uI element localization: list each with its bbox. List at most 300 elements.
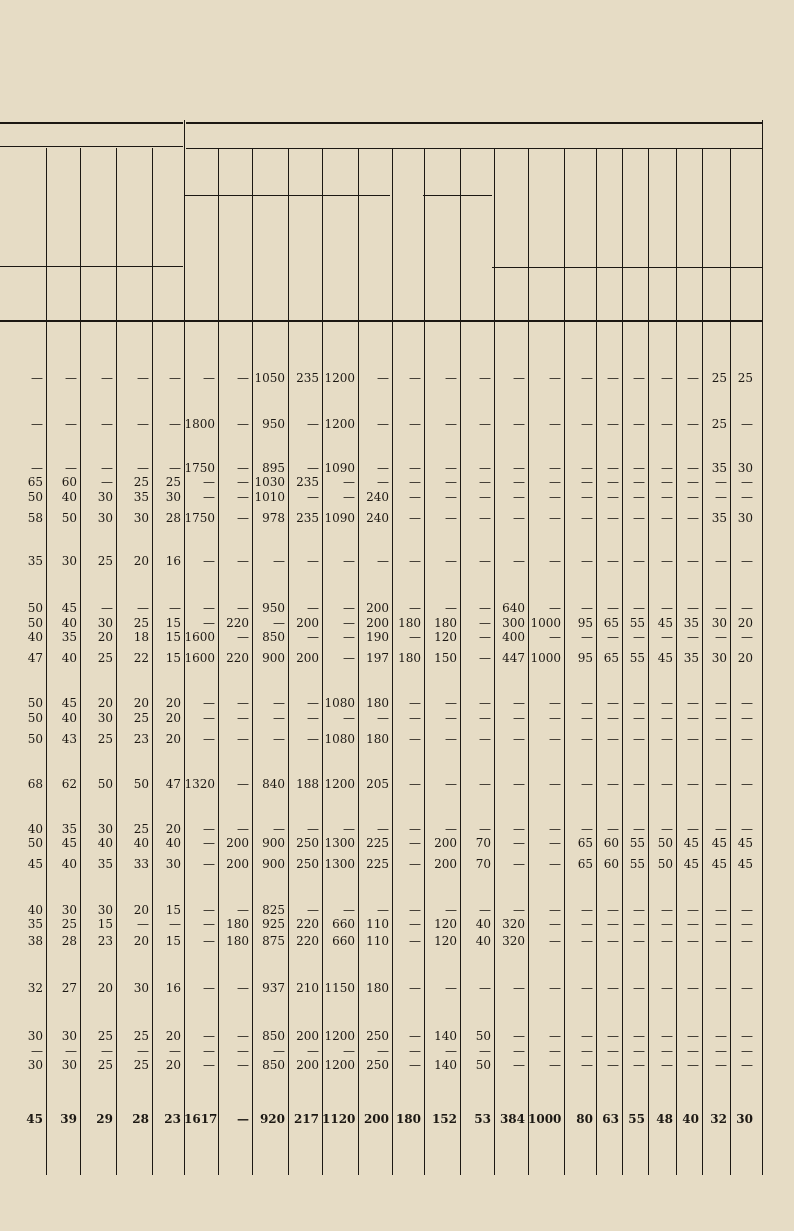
table-cell: — xyxy=(203,554,215,568)
table-cell: — xyxy=(101,601,113,615)
rule xyxy=(0,146,183,147)
table-cell: 1200 xyxy=(324,777,355,791)
table-cell: — xyxy=(273,1044,285,1058)
table-cell: — xyxy=(741,1044,753,1058)
table-cell: — xyxy=(715,554,727,568)
table-cell: 30 xyxy=(165,490,181,504)
table-cell: 35 xyxy=(683,616,699,630)
table-cell: — xyxy=(203,836,215,850)
table-cell: 65 xyxy=(577,857,593,871)
table-cell: 35 xyxy=(683,651,699,665)
table-cell: 25 xyxy=(133,711,149,725)
table-cell: 50 xyxy=(27,696,43,710)
table-cell: — xyxy=(633,732,645,746)
table-cell: — xyxy=(661,981,673,995)
table-cell: — xyxy=(237,475,249,489)
table-cell: — xyxy=(607,511,619,525)
table-cell: 30 xyxy=(97,711,113,725)
table-cell: 180 xyxy=(366,981,389,995)
table-cell: 1300 xyxy=(324,836,355,850)
table-cell: — xyxy=(607,822,619,836)
table-cell: — xyxy=(633,461,645,475)
table-cell: — xyxy=(307,490,319,504)
table-cell: 48 xyxy=(656,1112,673,1126)
table-cell: — xyxy=(307,461,319,475)
table-cell: 47 xyxy=(165,777,181,791)
table-cell: — xyxy=(409,511,421,525)
table-cell: — xyxy=(581,1029,593,1043)
table-cell: — xyxy=(479,511,491,525)
table-cell: — xyxy=(377,822,389,836)
table-cell: — xyxy=(633,981,645,995)
table-cell: 30 xyxy=(736,1112,753,1126)
table-cell: 30 xyxy=(133,981,149,995)
table-cell: 45 xyxy=(61,601,77,615)
table-cell: — xyxy=(307,1044,319,1058)
table-cell: 95 xyxy=(577,651,593,665)
table-cell: — xyxy=(633,696,645,710)
table-cell: — xyxy=(169,601,181,615)
table-cell: 45 xyxy=(657,616,673,630)
table-cell: 200 xyxy=(434,857,457,871)
table-cell: 250 xyxy=(296,836,319,850)
table-cell: 95 xyxy=(577,616,593,630)
table-cell: 30 xyxy=(61,1058,77,1072)
table-cell: — xyxy=(549,857,561,871)
table-cell: — xyxy=(687,601,699,615)
table-cell: — xyxy=(741,554,753,568)
table-cell: — xyxy=(409,554,421,568)
table-cell: 50 xyxy=(133,777,149,791)
table-cell: 235 xyxy=(296,511,319,525)
table-cell: — xyxy=(687,1029,699,1043)
table-cell: 210 xyxy=(296,981,319,995)
table-cell: — xyxy=(607,732,619,746)
table-cell: — xyxy=(687,917,699,931)
table-cell: — xyxy=(581,490,593,504)
table-cell: 30 xyxy=(97,616,113,630)
table-cell: 40 xyxy=(61,490,77,504)
table-cell: — xyxy=(409,857,421,871)
table-cell: 220 xyxy=(226,616,249,630)
table-cell: 25 xyxy=(133,822,149,836)
table-cell: 900 xyxy=(262,836,285,850)
table-cell: — xyxy=(581,711,593,725)
table-cell: — xyxy=(513,490,525,504)
table-cell: 850 xyxy=(262,1029,285,1043)
table-cell: — xyxy=(513,461,525,475)
table-cell: — xyxy=(581,696,593,710)
table-cell: 15 xyxy=(165,934,181,948)
table-cell: 45 xyxy=(711,836,727,850)
table-cell: 20 xyxy=(97,696,113,710)
table-cell: 400 xyxy=(502,630,525,644)
table-cell: — xyxy=(661,490,673,504)
table-cell: — xyxy=(581,417,593,431)
table-cell: 15 xyxy=(165,903,181,917)
table-cell: — xyxy=(715,475,727,489)
table-cell: — xyxy=(513,1029,525,1043)
table-cell: 660 xyxy=(332,917,355,931)
table-cell: 200 xyxy=(434,836,457,850)
table-cell: 50 xyxy=(27,711,43,725)
table-cell: 18 xyxy=(133,630,149,644)
table-cell: 30 xyxy=(27,1058,43,1072)
table-cell: — xyxy=(409,711,421,725)
table-cell: 40 xyxy=(61,651,77,665)
table-cell: — xyxy=(479,371,491,385)
table-cell: 300 xyxy=(502,616,525,630)
table-cell: — xyxy=(409,917,421,931)
table-cell: 25 xyxy=(711,417,727,431)
table-cell: 20 xyxy=(737,616,753,630)
table-cell: 60 xyxy=(603,836,619,850)
table-cell: 40 xyxy=(97,836,113,850)
table-cell: — xyxy=(687,732,699,746)
table-cell: 225 xyxy=(366,836,389,850)
table-cell: 925 xyxy=(262,917,285,931)
table-cell: — xyxy=(445,903,457,917)
table-cell: — xyxy=(237,554,249,568)
table-cell: 1120 xyxy=(322,1112,356,1126)
table-cell: — xyxy=(633,511,645,525)
table-cell: — xyxy=(549,917,561,931)
table-cell: — xyxy=(237,1044,249,1058)
table-cell: — xyxy=(513,903,525,917)
table-cell: — xyxy=(715,777,727,791)
table-cell: — xyxy=(607,630,619,644)
table-cell: — xyxy=(479,732,491,746)
table-cell: 23 xyxy=(133,732,149,746)
table-cell: — xyxy=(513,511,525,525)
table-cell: — xyxy=(409,836,421,850)
table-cell: — xyxy=(715,903,727,917)
table-cell: 20 xyxy=(165,1058,181,1072)
table-cell: — xyxy=(479,1044,491,1058)
table-cell: — xyxy=(137,917,149,931)
table-cell: — xyxy=(687,461,699,475)
table-cell: — xyxy=(687,630,699,644)
table-cell: 920 xyxy=(259,1112,285,1126)
table-cell: — xyxy=(137,1044,149,1058)
table-cell: 840 xyxy=(262,777,285,791)
table-cell: — xyxy=(741,934,753,948)
table-cell: 47 xyxy=(27,651,43,665)
table-cell: 50 xyxy=(27,490,43,504)
table-cell: — xyxy=(687,934,699,948)
table-cell: — xyxy=(101,461,113,475)
table-cell: 39 xyxy=(60,1112,77,1126)
table-cell: — xyxy=(633,1029,645,1043)
table-cell: 40 xyxy=(475,917,491,931)
table-cell: — xyxy=(169,417,181,431)
table-cell: — xyxy=(237,903,249,917)
table-cell: 1090 xyxy=(324,511,355,525)
table-cell: 320 xyxy=(502,917,525,931)
table-cell: — xyxy=(513,475,525,489)
table-cell: — xyxy=(661,822,673,836)
table-cell: 220 xyxy=(226,651,249,665)
table-cell: — xyxy=(581,554,593,568)
table-cell: 25 xyxy=(133,1029,149,1043)
table-cell: — xyxy=(445,371,457,385)
table-cell: — xyxy=(203,616,215,630)
table-cell: 68 xyxy=(27,777,43,791)
table-cell: 25 xyxy=(165,475,181,489)
table-cell: 50 xyxy=(475,1058,491,1072)
table-cell: — xyxy=(633,601,645,615)
table-cell: 58 xyxy=(27,511,43,525)
table-cell: — xyxy=(479,651,491,665)
table-cell: — xyxy=(203,601,215,615)
table-cell: — xyxy=(307,417,319,431)
table-cell: — xyxy=(741,777,753,791)
table-cell: — xyxy=(409,934,421,948)
table-cell: 20 xyxy=(165,732,181,746)
table-cell: — xyxy=(607,490,619,504)
table-cell: — xyxy=(741,475,753,489)
table-cell: 45 xyxy=(61,836,77,850)
table-cell: — xyxy=(715,1044,727,1058)
table-cell: — xyxy=(237,981,249,995)
table-cell: 1200 xyxy=(324,417,355,431)
table-cell: 35 xyxy=(711,511,727,525)
table-cell: — xyxy=(581,777,593,791)
table-cell: 1010 xyxy=(254,490,285,504)
table-cell: 35 xyxy=(27,917,43,931)
table-cell: 895 xyxy=(262,461,285,475)
table-cell: — xyxy=(377,417,389,431)
table-cell: 28 xyxy=(132,1112,149,1126)
table-cell: 200 xyxy=(366,616,389,630)
table-cell: — xyxy=(715,490,727,504)
table-cell: 50 xyxy=(27,601,43,615)
rule xyxy=(492,267,762,268)
table-cell: 320 xyxy=(502,934,525,948)
table-cell: — xyxy=(715,822,727,836)
table-cell: 1080 xyxy=(324,732,355,746)
table-cell: 217 xyxy=(293,1112,319,1126)
table-cell: 20 xyxy=(133,903,149,917)
table-cell: — xyxy=(445,554,457,568)
table-cell: 35 xyxy=(97,857,113,871)
table-cell: — xyxy=(549,417,561,431)
table-cell: — xyxy=(237,601,249,615)
table-cell: — xyxy=(203,903,215,917)
table-cell: 40 xyxy=(61,616,77,630)
table-cell: — xyxy=(343,554,355,568)
table-cell: — xyxy=(409,696,421,710)
table-cell: — xyxy=(343,711,355,725)
table-cell: — xyxy=(479,554,491,568)
table-cell: 188 xyxy=(296,777,319,791)
table-cell: 40 xyxy=(475,934,491,948)
table-cell: 250 xyxy=(296,857,319,871)
table-cell: — xyxy=(65,1044,77,1058)
table-cell: — xyxy=(513,554,525,568)
table-cell: 50 xyxy=(27,836,43,850)
table-cell: — xyxy=(479,490,491,504)
table-cell: — xyxy=(549,630,561,644)
table-cell: 38 xyxy=(27,934,43,948)
table-cell: 40 xyxy=(682,1112,699,1126)
table-cell: — xyxy=(661,696,673,710)
table-cell: — xyxy=(741,822,753,836)
table-cell: 45 xyxy=(657,651,673,665)
table-cell: — xyxy=(633,630,645,644)
table-cell: 70 xyxy=(475,857,491,871)
table-cell: 15 xyxy=(165,630,181,644)
table-cell: 140 xyxy=(434,1029,457,1043)
table-cell: 30 xyxy=(97,511,113,525)
table-cell: 70 xyxy=(475,836,491,850)
table-cell: — xyxy=(479,417,491,431)
table-cell: 25 xyxy=(61,917,77,931)
table-cell: — xyxy=(715,917,727,931)
table-cell: — xyxy=(237,371,249,385)
table-cell: — xyxy=(237,711,249,725)
table-cell: — xyxy=(741,732,753,746)
table-cell: — xyxy=(445,511,457,525)
table-cell: — xyxy=(137,371,149,385)
table-cell: 23 xyxy=(97,934,113,948)
table-cell: — xyxy=(607,601,619,615)
table-cell: 25 xyxy=(133,475,149,489)
table-cell: 200 xyxy=(363,1112,389,1126)
table-cell: — xyxy=(549,601,561,615)
table-cell: 80 xyxy=(576,1112,593,1126)
table-cell: — xyxy=(31,417,43,431)
table-cell: — xyxy=(203,917,215,931)
table-cell: 1080 xyxy=(324,696,355,710)
table-cell: — xyxy=(581,822,593,836)
table-cell: — xyxy=(409,981,421,995)
table-cell: 32 xyxy=(27,981,43,995)
table-cell: — xyxy=(377,711,389,725)
table-cell: 25 xyxy=(97,554,113,568)
table-cell: — xyxy=(661,711,673,725)
table-cell: — xyxy=(237,1112,249,1126)
table-cell: — xyxy=(549,1029,561,1043)
table-cell: 25 xyxy=(711,371,727,385)
table-cell: — xyxy=(607,777,619,791)
table-cell: — xyxy=(343,903,355,917)
table-cell: 120 xyxy=(434,934,457,948)
table-cell: — xyxy=(633,554,645,568)
table-cell: 220 xyxy=(296,917,319,931)
table-cell: 30 xyxy=(711,651,727,665)
table-cell: — xyxy=(581,475,593,489)
table-cell: — xyxy=(549,981,561,995)
table-cell: 200 xyxy=(226,836,249,850)
table-cell: — xyxy=(581,461,593,475)
table-cell: — xyxy=(741,696,753,710)
table-cell: — xyxy=(101,371,113,385)
table-cell: — xyxy=(203,822,215,836)
table-cell: — xyxy=(549,822,561,836)
table-cell: — xyxy=(203,371,215,385)
table-cell: 20 xyxy=(133,934,149,948)
table-cell: 200 xyxy=(296,1029,319,1043)
table-cell: — xyxy=(203,981,215,995)
table-cell: 30 xyxy=(61,1029,77,1043)
table-cell: 850 xyxy=(262,1058,285,1072)
table-cell: 1030 xyxy=(254,475,285,489)
table-cell: — xyxy=(513,696,525,710)
table-cell: 50 xyxy=(657,857,673,871)
table-cell: — xyxy=(273,554,285,568)
table-cell: — xyxy=(31,1044,43,1058)
table-cell: — xyxy=(377,1044,389,1058)
table-cell: — xyxy=(661,371,673,385)
table-cell: 20 xyxy=(165,711,181,725)
table-cell: — xyxy=(607,461,619,475)
table-cell: — xyxy=(513,777,525,791)
table-cell: 225 xyxy=(366,857,389,871)
table-cell: — xyxy=(607,1044,619,1058)
table-cell: 50 xyxy=(27,732,43,746)
table-cell: — xyxy=(661,903,673,917)
table-cell: 1600 xyxy=(184,630,215,644)
table-cell: — xyxy=(549,554,561,568)
table-cell: — xyxy=(479,777,491,791)
table-cell: 40 xyxy=(61,857,77,871)
table-cell: 1200 xyxy=(324,1058,355,1072)
table-cell: — xyxy=(237,461,249,475)
table-cell: 25 xyxy=(133,616,149,630)
table-cell: — xyxy=(607,371,619,385)
table-cell: — xyxy=(343,601,355,615)
table-cell: — xyxy=(715,711,727,725)
table-cell: — xyxy=(549,511,561,525)
table-cell: — xyxy=(607,981,619,995)
table-cell: 55 xyxy=(629,616,645,630)
table-cell: — xyxy=(581,732,593,746)
table-cell: — xyxy=(445,461,457,475)
table-cell: 53 xyxy=(474,1112,491,1126)
table-cell: — xyxy=(741,490,753,504)
table-cell: — xyxy=(479,711,491,725)
table-cell: 200 xyxy=(296,1058,319,1072)
table-cell: 23 xyxy=(164,1112,181,1126)
table-cell: 62 xyxy=(61,777,77,791)
table-cell: 120 xyxy=(434,917,457,931)
table-cell: — xyxy=(343,1044,355,1058)
table-cell: — xyxy=(741,1058,753,1072)
table-cell: 235 xyxy=(296,371,319,385)
table-cell: 384 xyxy=(499,1112,525,1126)
table-cell: 180 xyxy=(395,1112,421,1126)
table-cell: 1750 xyxy=(184,511,215,525)
table-cell: 20 xyxy=(97,981,113,995)
table-cell: — xyxy=(273,616,285,630)
table-cell: — xyxy=(273,732,285,746)
table-cell: — xyxy=(343,490,355,504)
table-cell: 40 xyxy=(27,822,43,836)
table-cell: — xyxy=(715,1029,727,1043)
table-cell: — xyxy=(307,732,319,746)
table-cell: 35 xyxy=(27,554,43,568)
table-cell: — xyxy=(409,777,421,791)
table-cell: — xyxy=(203,711,215,725)
table-cell: 45 xyxy=(26,1112,43,1126)
table-cell: 25 xyxy=(97,651,113,665)
table-cell: — xyxy=(715,1058,727,1072)
table-cell: — xyxy=(633,711,645,725)
table-cell: — xyxy=(549,711,561,725)
table-cell: — xyxy=(581,934,593,948)
table-cell: 50 xyxy=(61,511,77,525)
